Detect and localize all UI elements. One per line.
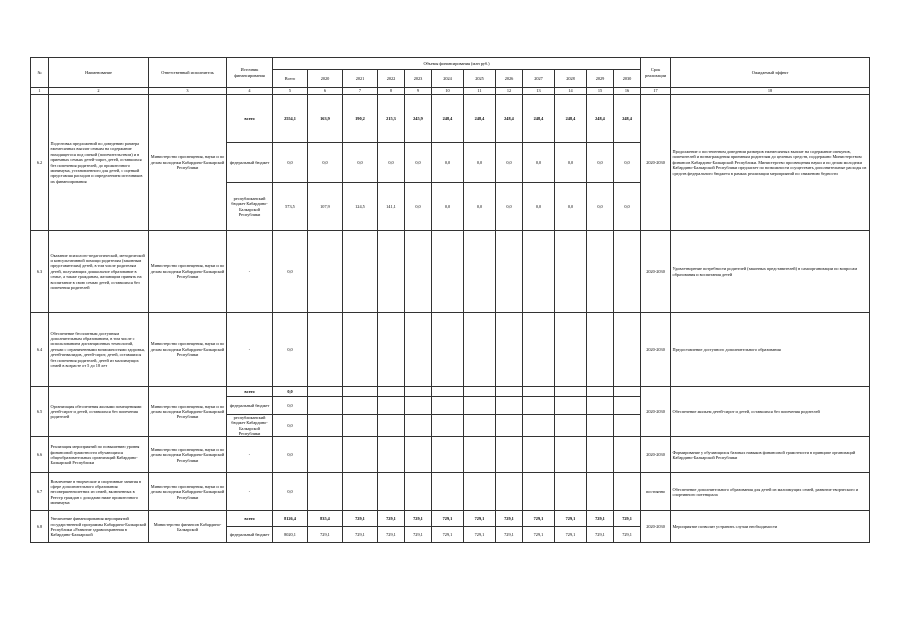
value-cell: 729,1 — [496, 527, 523, 543]
value-cell — [587, 397, 614, 415]
value-cell — [496, 387, 523, 397]
value-cell: 729,1 — [343, 527, 378, 543]
value-cell: 0,0 — [273, 231, 308, 313]
value-cell — [555, 415, 587, 437]
value-cell — [343, 397, 378, 415]
col-number: 7 — [343, 88, 378, 95]
col-header-volumes: Объемы финансирования (млн руб.) — [273, 58, 641, 70]
value-cell: 729,1 — [378, 511, 405, 527]
row-source: - — [227, 473, 273, 511]
row-name: Вовлечение в творческие и спортивные занятия в сфере дополнительного образования несовершеннолетних из семей, включенных в Реестр граждан с доходами ниже прожиточного минимума — [49, 473, 149, 511]
table-body — [31, 95, 870, 543]
value-cell — [308, 437, 343, 473]
value-cell — [405, 415, 432, 437]
value-cell: 2554,1 — [273, 95, 308, 143]
row-number: 6.6 — [31, 437, 49, 473]
value-cell: 0,0 — [614, 183, 641, 231]
value-cell — [614, 397, 641, 415]
value-cell — [464, 387, 496, 397]
row-name: Реализация мероприятий по повышению уровня финансовой грамотности обучающихся общеобразовательных организаций Кабардино-Балкарской Республики — [49, 437, 149, 473]
value-cell — [343, 387, 378, 397]
value-cell — [464, 313, 496, 387]
value-cell: 0,0 — [464, 183, 496, 231]
col-number: 2 — [49, 88, 149, 95]
value-cell — [523, 397, 555, 415]
row-number: 6.5 — [31, 387, 49, 437]
row-number: 6.7 — [31, 473, 49, 511]
value-cell — [308, 397, 343, 415]
row-effect: Обеспечение дополнительного образования для детей из малоимущих семей, развитие творческого и спортивного потенциала — [671, 473, 870, 511]
value-cell — [523, 313, 555, 387]
value-cell — [432, 387, 464, 397]
value-cell: 729,1 — [464, 511, 496, 527]
value-cell: 0,0 — [432, 183, 464, 231]
value-cell: 0,0 — [523, 143, 555, 183]
row-source: федеральный бюджет — [227, 527, 273, 543]
value-cell: 0,0 — [273, 473, 308, 511]
value-cell — [432, 415, 464, 437]
value-cell: 248,4 — [614, 95, 641, 143]
value-cell — [378, 313, 405, 387]
value-cell: 8126,4 — [273, 511, 308, 527]
value-cell: 0,0 — [273, 415, 308, 437]
value-cell: 729,1 — [555, 527, 587, 543]
col-header-total: Всего — [273, 70, 308, 88]
value-cell — [308, 415, 343, 437]
value-cell: 835,4 — [308, 511, 343, 527]
value-cell: 0,0 — [273, 143, 308, 183]
value-cell — [343, 437, 378, 473]
value-cell — [343, 231, 378, 313]
value-cell: 215,3 — [378, 95, 405, 143]
value-cell: 729,1 — [523, 527, 555, 543]
col-number: 10 — [432, 88, 464, 95]
value-cell: 107,9 — [308, 183, 343, 231]
col-header-year: 2026 — [496, 70, 523, 88]
table-row — [31, 95, 870, 143]
col-number: 6 — [308, 88, 343, 95]
value-cell: 0,0 — [496, 143, 523, 183]
value-cell — [308, 231, 343, 313]
value-cell — [378, 387, 405, 397]
value-cell: 0,0 — [555, 183, 587, 231]
value-cell: 729,1 — [523, 511, 555, 527]
value-cell — [405, 437, 432, 473]
col-header-year: 2028 — [555, 70, 587, 88]
value-cell: 0,0 — [308, 143, 343, 183]
value-cell: 729,1 — [496, 511, 523, 527]
value-cell — [432, 397, 464, 415]
value-cell: 0,0 — [555, 143, 587, 183]
value-cell: 0,0 — [464, 143, 496, 183]
table-row — [31, 231, 870, 313]
value-cell: 248,4 — [464, 95, 496, 143]
row-number: 6.4 — [31, 313, 49, 387]
row-number: 6.2 — [31, 95, 49, 231]
col-number: 4 — [227, 88, 273, 95]
row-source: - — [227, 313, 273, 387]
row-source: федеральный бюджет — [227, 397, 273, 415]
value-cell: 0,0 — [273, 397, 308, 415]
row-number: 6.3 — [31, 231, 49, 313]
col-header-year: 2021 — [343, 70, 378, 88]
row-source: республиканский бюджет Кабардино-Балкарской Республики — [227, 415, 273, 437]
value-cell: 248,4 — [496, 95, 523, 143]
header-row-1 — [31, 58, 870, 70]
value-cell — [496, 231, 523, 313]
col-header-year: 2022 — [378, 70, 405, 88]
row-term: 2020-2030 — [641, 511, 671, 543]
value-cell — [555, 397, 587, 415]
row-name: Организация обеспечения жилыми помещениями детей-сирот и детей, оставшихся без попечения родителей — [49, 387, 149, 437]
value-cell — [614, 415, 641, 437]
table-row — [31, 313, 870, 387]
value-cell: 729,1 — [555, 511, 587, 527]
row-source: - — [227, 231, 273, 313]
value-cell: 248,4 — [587, 95, 614, 143]
row-source: всего — [227, 95, 273, 143]
row-source: всего — [227, 511, 273, 527]
value-cell — [587, 387, 614, 397]
value-cell: 0,0 — [523, 183, 555, 231]
col-number: 15 — [587, 88, 614, 95]
row-term: 2020-2030 — [641, 313, 671, 387]
value-cell — [405, 313, 432, 387]
row-term: 2020-2030 — [641, 437, 671, 473]
financing-table — [30, 57, 870, 543]
value-cell: 729,1 — [614, 527, 641, 543]
row-executor: Министерство просвещения, науки и по делам молодежи Кабардино-Балкарской Республики — [149, 95, 227, 231]
value-cell — [523, 473, 555, 511]
value-cell: 190,2 — [343, 95, 378, 143]
value-cell: 248,4 — [555, 95, 587, 143]
value-cell: 729,1 — [614, 511, 641, 527]
row-executor: Министерство просвещения, науки и по делам молодежи Кабардино-Балкарской Республики — [149, 313, 227, 387]
value-cell — [343, 473, 378, 511]
value-cell — [405, 397, 432, 415]
value-cell: 729,1 — [343, 511, 378, 527]
row-number: 6.8 — [31, 511, 49, 543]
value-cell — [614, 473, 641, 511]
col-header-year: 2030 — [614, 70, 641, 88]
value-cell — [405, 231, 432, 313]
row-executor: Министерство просвещения, науки и по делам молодежи Кабардино-Балкарской Республики — [149, 473, 227, 511]
value-cell — [555, 437, 587, 473]
value-cell — [343, 415, 378, 437]
col-header-executor: Ответственный исполнитель — [149, 58, 227, 88]
value-cell: 8020,1 — [273, 527, 308, 543]
col-header-year: 2027 — [523, 70, 555, 88]
value-cell — [496, 313, 523, 387]
value-cell: 0,0 — [405, 183, 432, 231]
col-header-year: 2029 — [587, 70, 614, 88]
row-effect: Продолжение о постепенном доведении размеров ежемесячных выплат на содержание опекунов, попечителей и вознаграждения приемным родителям до целевых средств, поддержано Министерством финансов Кабардино-Балкарской Республики. Министерство просвещения науки и по делам молодежи Кабардино-Балкарской Республики предлагает по возможности осуществить дополнительные расходы из средств федерального бюджета в рамках реализации мероприятий по снижению бедности — [671, 95, 870, 231]
col-header-year: 2023 — [405, 70, 432, 88]
value-cell: 729,1 — [308, 527, 343, 543]
row-effect: Удовлетворение потребности родителей (законных представителей) в самоорганизации по вопросам образования и воспитания детей — [671, 231, 870, 313]
row-effect: Предоставление доступного дополнительного образования — [671, 313, 870, 387]
value-cell: 0,0 — [378, 143, 405, 183]
value-cell — [308, 473, 343, 511]
value-cell — [496, 397, 523, 415]
row-source: республиканский бюджет Кабардино-Балкарской Республики — [227, 183, 273, 231]
value-cell — [555, 231, 587, 313]
value-cell: 0,0 — [432, 143, 464, 183]
value-cell — [523, 415, 555, 437]
value-cell — [523, 387, 555, 397]
col-number: 1 — [31, 88, 49, 95]
table-row — [31, 511, 870, 527]
row-effect: Обеспечение жильем детей-сирот и детей, оставшихся без попечения родителей — [671, 387, 870, 437]
value-cell — [308, 387, 343, 397]
col-header-effect: Ожидаемый эффект — [671, 58, 870, 88]
value-cell: 0,0 — [405, 143, 432, 183]
value-cell — [378, 415, 405, 437]
value-cell — [432, 231, 464, 313]
col-header-year: 2024 — [432, 70, 464, 88]
col-number: 13 — [523, 88, 555, 95]
row-executor: Министерство финансов Кабардино-Балкарской — [149, 511, 227, 543]
col-number: 17 — [641, 88, 671, 95]
value-cell: 163,9 — [308, 95, 343, 143]
value-cell: 729,1 — [464, 527, 496, 543]
value-cell — [555, 387, 587, 397]
row-name: Обеспечение бесплатным доступным дополнительным образованием, в том числе с использованием дистанционных технологий, детьми с ограниченными возможностями здоровья, детей-инвалидов, детей-сирот, детей, оставшихся без попечения родителей, детей из малоимущих семей в возрасте от 5 до 18 лет — [49, 313, 149, 387]
value-cell — [555, 313, 587, 387]
value-cell — [496, 473, 523, 511]
col-number: 8 — [378, 88, 405, 95]
row-term: 2020-2030 — [641, 95, 671, 231]
value-cell: 729,1 — [432, 527, 464, 543]
value-cell — [378, 473, 405, 511]
row-source: федеральный бюджет — [227, 143, 273, 183]
value-cell: 0,0 — [273, 387, 308, 397]
row-source: - — [227, 437, 273, 473]
col-number: 14 — [555, 88, 587, 95]
col-header-year: 2025 — [464, 70, 496, 88]
value-cell — [432, 313, 464, 387]
col-number: 11 — [464, 88, 496, 95]
value-cell: 729,1 — [405, 527, 432, 543]
value-cell — [587, 231, 614, 313]
value-cell: 124,5 — [343, 183, 378, 231]
col-number: 16 — [614, 88, 641, 95]
table-row — [31, 387, 870, 397]
value-cell — [405, 387, 432, 397]
value-cell: 0,0 — [587, 183, 614, 231]
value-cell — [432, 473, 464, 511]
value-cell — [587, 473, 614, 511]
row-name: Увеличение финансирования мероприятий государственной программы Кабардино-Балкарской Республики «Развитие здравоохранения в Кабардино-Балкарской — [49, 511, 149, 543]
col-number: 3 — [149, 88, 227, 95]
value-cell — [405, 473, 432, 511]
value-cell — [378, 397, 405, 415]
value-cell — [464, 397, 496, 415]
value-cell — [464, 415, 496, 437]
value-cell: 245,9 — [405, 95, 432, 143]
value-cell — [464, 231, 496, 313]
table-row — [31, 437, 870, 473]
col-number: 18 — [671, 88, 870, 95]
value-cell: 0,0 — [343, 143, 378, 183]
value-cell: 729,1 — [587, 527, 614, 543]
col-number: 9 — [405, 88, 432, 95]
row-name: Подготовка предложений по доведению размера ежемесячных выплат семьям на содержание находящегося под опекой (попечительством) и в приемных семьях детей-сирот, детей, оставшихся без попечения родителей, до прожиточного минимума, установленного для детей, с оценкой представляя расходов и определением источников их финансирования — [49, 95, 149, 231]
value-cell — [464, 473, 496, 511]
row-executor: Министерство просвещения, науки и по делам молодежи Кабардино-Балкарской Республики — [149, 387, 227, 437]
value-cell — [555, 473, 587, 511]
value-cell — [614, 313, 641, 387]
col-number: 12 — [496, 88, 523, 95]
row-term: 2020-2030 — [641, 387, 671, 437]
col-header-num: № — [31, 58, 49, 88]
value-cell — [614, 231, 641, 313]
value-cell — [308, 313, 343, 387]
value-cell — [378, 437, 405, 473]
value-cell — [587, 313, 614, 387]
value-cell: 573,5 — [273, 183, 308, 231]
value-cell — [523, 231, 555, 313]
value-cell — [432, 437, 464, 473]
row-term: постоянно — [641, 473, 671, 511]
value-cell: 0,0 — [496, 183, 523, 231]
col-number: 5 — [273, 88, 308, 95]
value-cell — [496, 415, 523, 437]
row-term: 2020-2030 — [641, 231, 671, 313]
value-cell — [523, 437, 555, 473]
value-cell — [464, 437, 496, 473]
value-cell — [343, 313, 378, 387]
row-source: всего — [227, 387, 273, 397]
row-effect: Мероприятие позволит устранить случаи необходимости — [671, 511, 870, 543]
col-header-source: Источник финансирования — [227, 58, 273, 88]
header-row-col-numbers — [31, 88, 870, 95]
row-name: Оказание психолого-педагогической, методической и консультативной помощи родителям (законным представителям) детей, в том числе родителям детей, получающих дошкольное образование в семье, а также гражданам, желающим принять на воспитание в свою семью детей, оставшихся без попечения родителей — [49, 231, 149, 313]
row-executor: Министерство просвещения, науки и по делам молодежи Кабардино-Балкарской Республики — [149, 437, 227, 473]
value-cell — [587, 415, 614, 437]
value-cell: 729,1 — [378, 527, 405, 543]
value-cell — [587, 437, 614, 473]
value-cell — [614, 437, 641, 473]
row-executor: Министерство просвещения, науки и по делам молодежи Кабардино-Балкарской Республики — [149, 231, 227, 313]
value-cell: 729,1 — [587, 511, 614, 527]
value-cell — [496, 437, 523, 473]
value-cell: 0,0 — [273, 437, 308, 473]
value-cell: 248,4 — [523, 95, 555, 143]
col-header-term: Срок реализации — [641, 58, 671, 88]
value-cell — [614, 387, 641, 397]
col-header-name: Наименование — [49, 58, 149, 88]
value-cell: 0,0 — [587, 143, 614, 183]
value-cell: 248,4 — [432, 95, 464, 143]
value-cell: 729,1 — [405, 511, 432, 527]
value-cell: 141,1 — [378, 183, 405, 231]
value-cell: 729,1 — [432, 511, 464, 527]
col-header-year: 2020 — [308, 70, 343, 88]
value-cell: 0,0 — [614, 143, 641, 183]
row-effect: Формирование у обучающихся базовых навыков финансовой грамотности в принципе организаций Кабардино-Балкарской Республики — [671, 437, 870, 473]
table-row — [31, 473, 870, 511]
value-cell: 0,0 — [273, 313, 308, 387]
value-cell — [378, 231, 405, 313]
